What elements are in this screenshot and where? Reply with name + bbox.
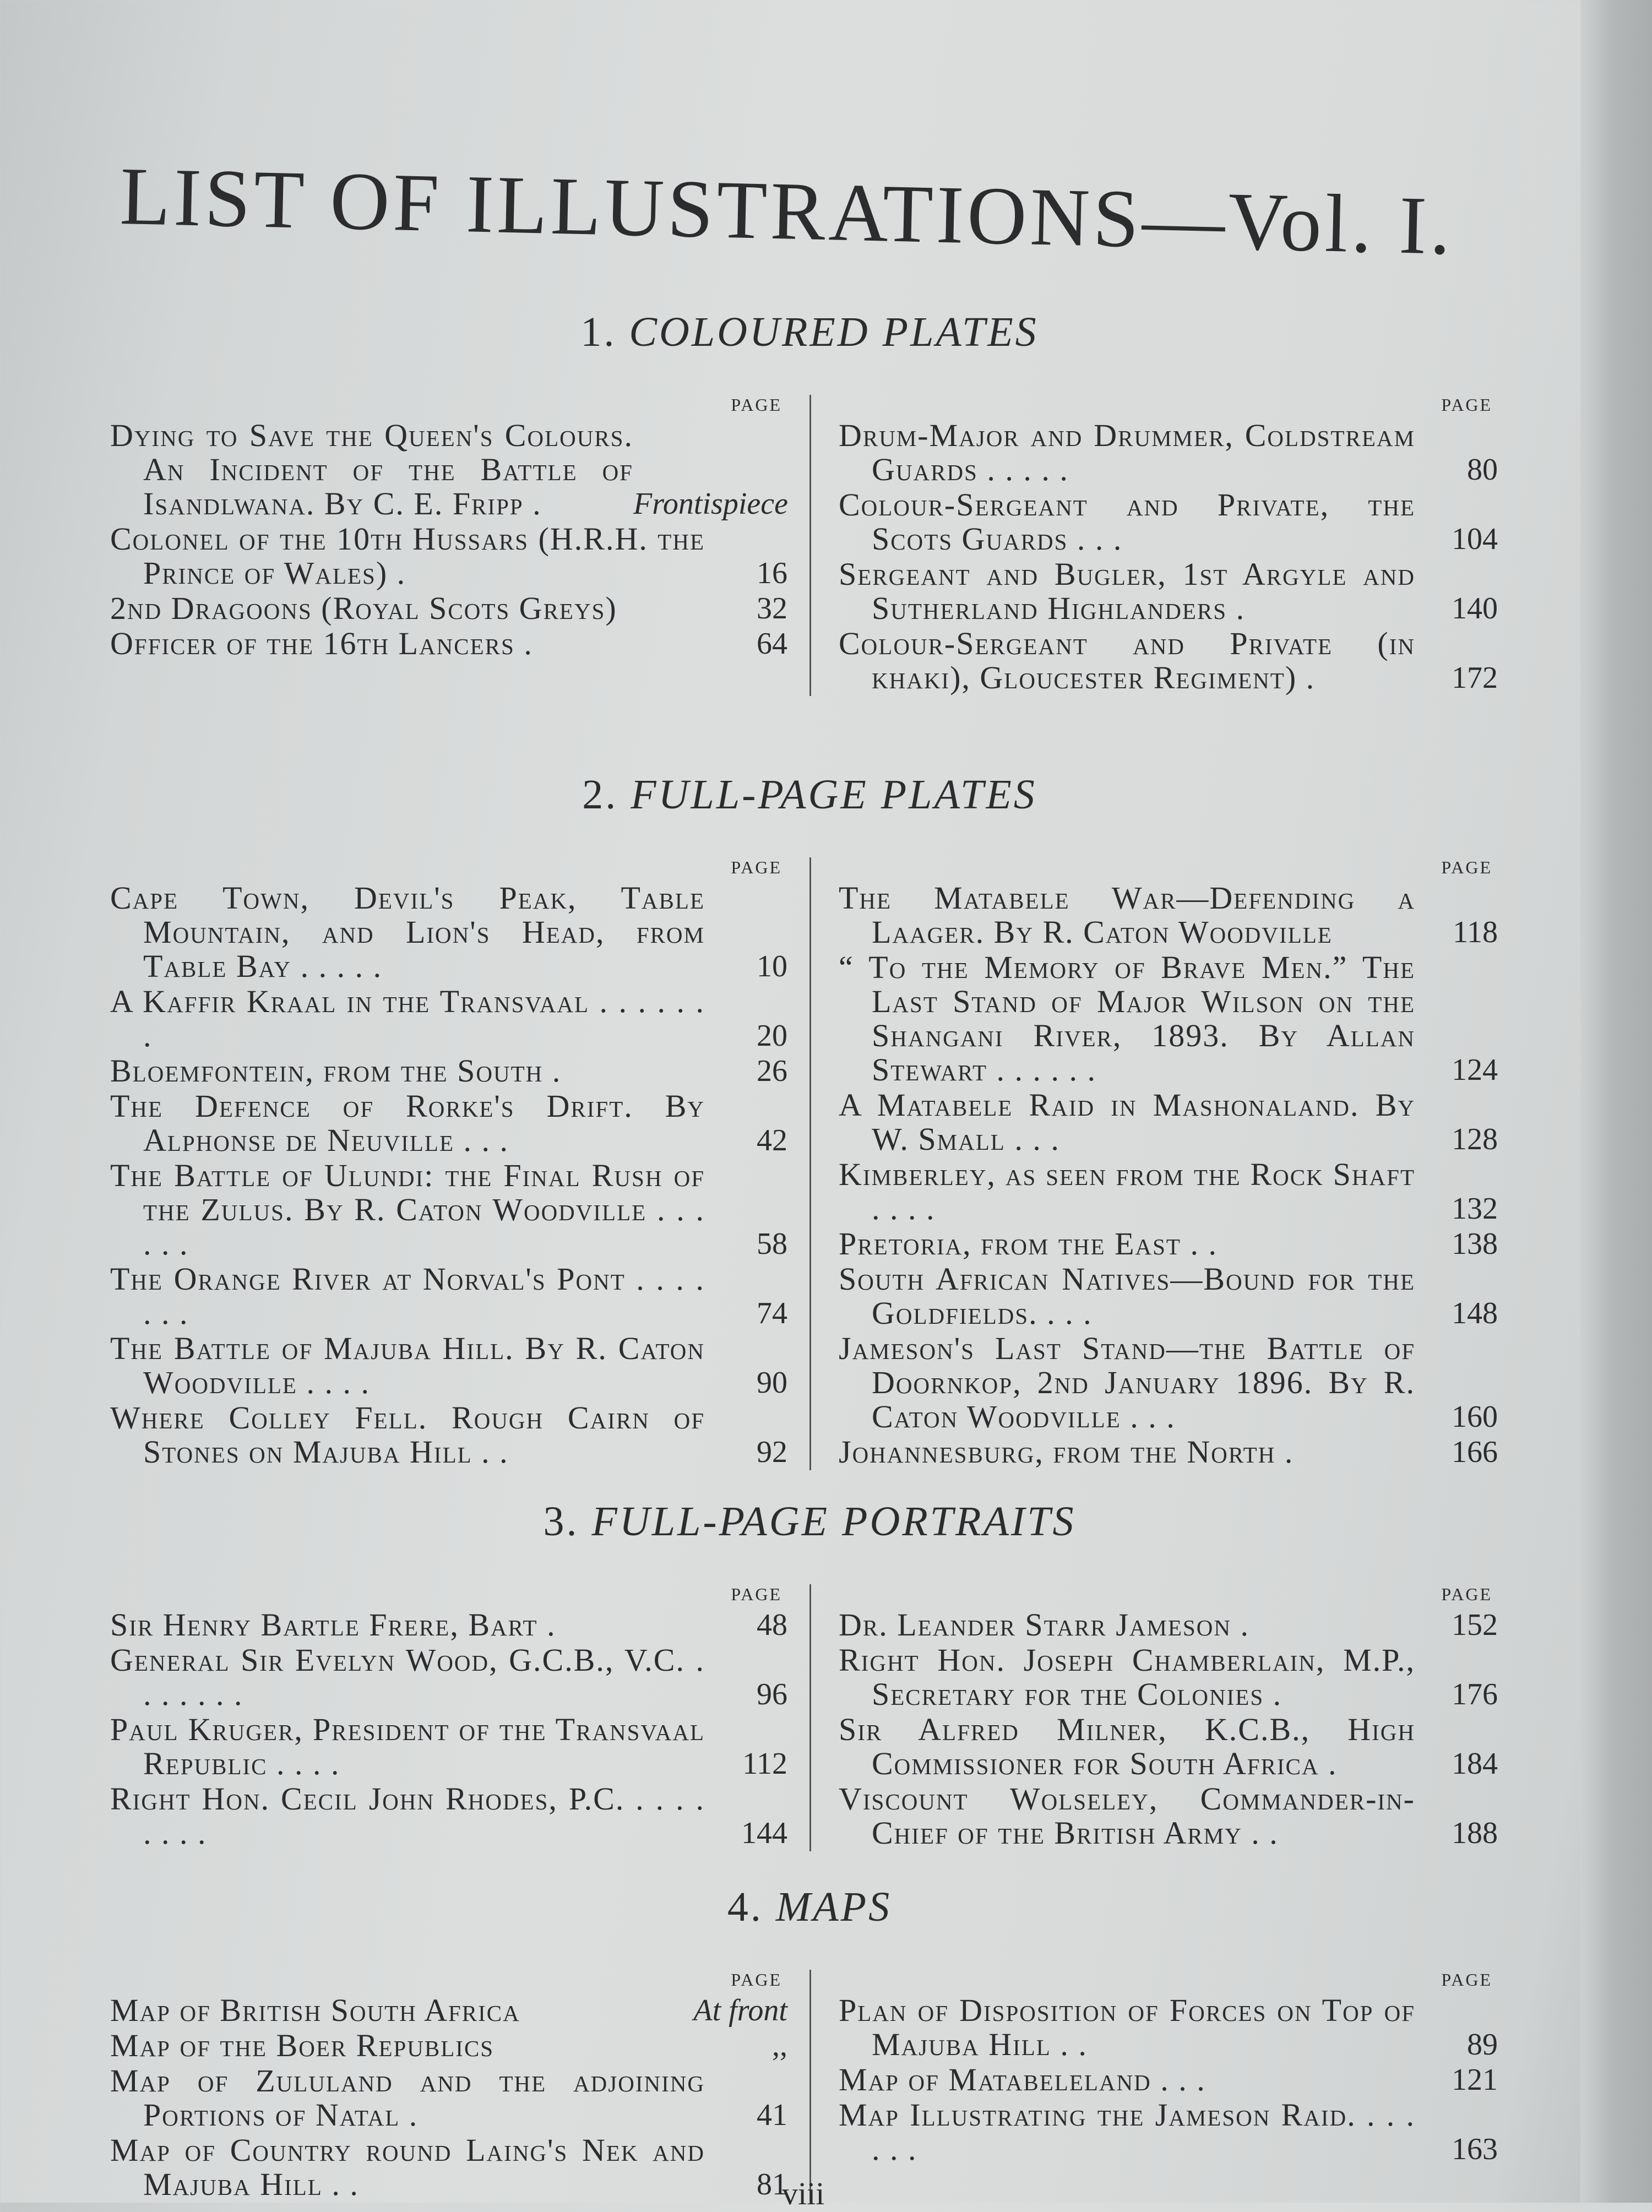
page-number: viii xyxy=(782,2176,825,2211)
page-edge xyxy=(1580,0,1652,2203)
list-item: Map of the Boer Republics ,, xyxy=(110,2028,787,2063)
list-item: Where Colley Fell. Rough Cairn of Stones on Majuba Hill . . 92 xyxy=(110,1400,787,1470)
list-item: Kimberley, as seen from the Rock Shaft . . . . 132 xyxy=(839,1156,1498,1226)
list-item: Sir Alfred Milner, K.C.B., High Commissioner for South Africa . 184 xyxy=(839,1711,1498,1781)
list-item: Cape Town, Devil's Peak, Table Mountain, and Lion's Head, from Table Bay . . . . . 10 xyxy=(110,880,787,984)
page-column-label: PAGE xyxy=(1441,1970,1492,1990)
list-item: The Defence of Rorke's Drift. By Alphonse de Neuville . . . 42 xyxy=(110,1088,787,1158)
list-item: Map Illustrating the Jameson Raid. . . . . . . 163 xyxy=(839,2097,1498,2167)
section-title: MAPS xyxy=(775,1884,892,1930)
left-column xyxy=(99,1970,809,2203)
list-item: Plan of Disposition of Forces on Top of Majuba Hill . . 89 xyxy=(839,1992,1498,2062)
list-item: Colonel of the 10th Hussars (H.R.H. the Prince of Wales) . 16 xyxy=(110,521,787,591)
page-column-label: PAGE xyxy=(1441,857,1492,877)
section-heading xyxy=(99,1883,1520,1931)
list-item: Drum-Major and Drummer, Coldstream Guards . . . . . 80 xyxy=(839,417,1498,487)
list-item: 2nd Dragoons (Royal Scots Greys) 32 xyxy=(110,590,787,626)
list-item: Pretoria, from the East . . 138 xyxy=(839,1226,1498,1262)
list-item: Map of Country round Laing's Nek and Majuba Hill . . 81 xyxy=(110,2132,787,2202)
list-item: Map of British South Africa At front xyxy=(110,1992,787,2028)
list-item: Dying to Save the Queen's Colours. An Incident of the Battle of Isandlwana. By C. E. Fripp . Frontispiece xyxy=(110,417,788,521)
left-column xyxy=(99,857,809,1470)
list-item: Officer of the 16th Lancers . 64 xyxy=(110,626,787,661)
page-column-label: PAGE xyxy=(731,1970,782,1990)
page-column-label: PAGE xyxy=(1441,395,1492,415)
list-item: Dr. Leander Starr Jameson . 152 xyxy=(839,1607,1498,1643)
section-title: FULL-PAGE PLATES xyxy=(631,771,1037,818)
list-item: Colour-Sergeant and Private, the Scots Guards . . . 104 xyxy=(839,487,1498,557)
section-maps xyxy=(99,1883,1520,2203)
list-item: The Orange River at Norval's Pont . . . . . . . 74 xyxy=(110,1261,787,1331)
list-item: “ To the Memory of Brave Men.” The Last Stand of Major Wilson on the Shangani River, 1893. By Allan Stewart . . . . . . 124 xyxy=(839,949,1498,1088)
list-item: South African Natives—Bound for the Goldfields. . . . 148 xyxy=(839,1261,1498,1331)
list-item: The Battle of Ulundi: the Final Rush of the Zulus. By R. Caton Woodville . . . . . . 58 xyxy=(110,1157,787,1262)
section-coloured-plates xyxy=(99,308,1520,696)
section-number: 1. xyxy=(580,309,617,355)
list-item: Sir Henry Bartle Frere, Bart . 48 xyxy=(110,1607,787,1643)
list-item: A Matabele Raid in Mashonaland. By W. Small . . . 128 xyxy=(839,1087,1498,1157)
list-item: Right Hon. Joseph Chamberlain, M.P., Secretary for the Colonies . 176 xyxy=(839,1642,1498,1712)
page-column-label: PAGE xyxy=(731,395,782,415)
page-column-label: PAGE xyxy=(731,1584,782,1604)
section-number: 4. xyxy=(727,1884,763,1930)
list-item: The Battle of Majuba Hill. By R. Caton Woodville . . . . 90 xyxy=(110,1330,787,1400)
list-item: Map of Zululand and the adjoining Portions of Natal . 41 xyxy=(110,2063,787,2133)
page-column-label: PAGE xyxy=(731,857,782,877)
page-column-label: PAGE xyxy=(1441,1584,1492,1604)
left-column xyxy=(99,1584,809,1851)
section-title: FULL-PAGE PORTRAITS xyxy=(591,1498,1076,1545)
section-heading xyxy=(99,1498,1520,1546)
list-item: Map of Matabeleland . . . 121 xyxy=(839,2062,1498,2097)
right-column xyxy=(809,857,1520,1470)
right-column xyxy=(809,1970,1520,2203)
list-item: Paul Kruger, President of the Transvaal Republic . . . . 112 xyxy=(110,1711,787,1781)
list-item: Viscount Wolseley, Commander-in-Chief of the British Army . . 188 xyxy=(839,1781,1498,1851)
section-number: 2. xyxy=(582,771,618,818)
section-full-page-portraits xyxy=(99,1498,1520,1851)
right-column xyxy=(809,1584,1520,1851)
list-item: Johannesburg, from the North . 166 xyxy=(839,1434,1498,1470)
section-heading xyxy=(99,308,1520,356)
list-item: General Sir Evelyn Wood, G.C.B., V.C. . . . . . . . 96 xyxy=(110,1642,787,1712)
list-item: Sergeant and Bugler, 1st Argyle and Sutherland Highlanders . 140 xyxy=(839,556,1498,626)
list-item: A Kaffir Kraal in the Transvaal . . . . . . . 20 xyxy=(110,983,787,1053)
left-column xyxy=(99,395,809,696)
list-item: Right Hon. Cecil John Rhodes, P.C. . . . . . . . . 144 xyxy=(110,1781,787,1851)
list-item: The Matabele War—Defending a Laager. By R. Caton Woodville 118 xyxy=(839,880,1498,950)
page-title: LIST OF ILLUSTRATIONS—Vol. I. xyxy=(119,150,1455,272)
section-heading xyxy=(99,771,1520,819)
list-item: Bloemfontein, from the South . 26 xyxy=(110,1053,787,1089)
section-number: 3. xyxy=(543,1498,579,1545)
list-item: Jameson's Last Stand—the Battle of Doornkop, 2nd January 1896. By R. Caton Woodville . . . 160 xyxy=(839,1330,1498,1434)
right-column xyxy=(809,395,1520,696)
section-title: COLOURED PLATES xyxy=(629,309,1039,355)
list-item: Colour-Sergeant and Private (in khaki), Gloucester Regiment) . 172 xyxy=(839,626,1498,695)
section-full-page-plates xyxy=(99,771,1520,1470)
